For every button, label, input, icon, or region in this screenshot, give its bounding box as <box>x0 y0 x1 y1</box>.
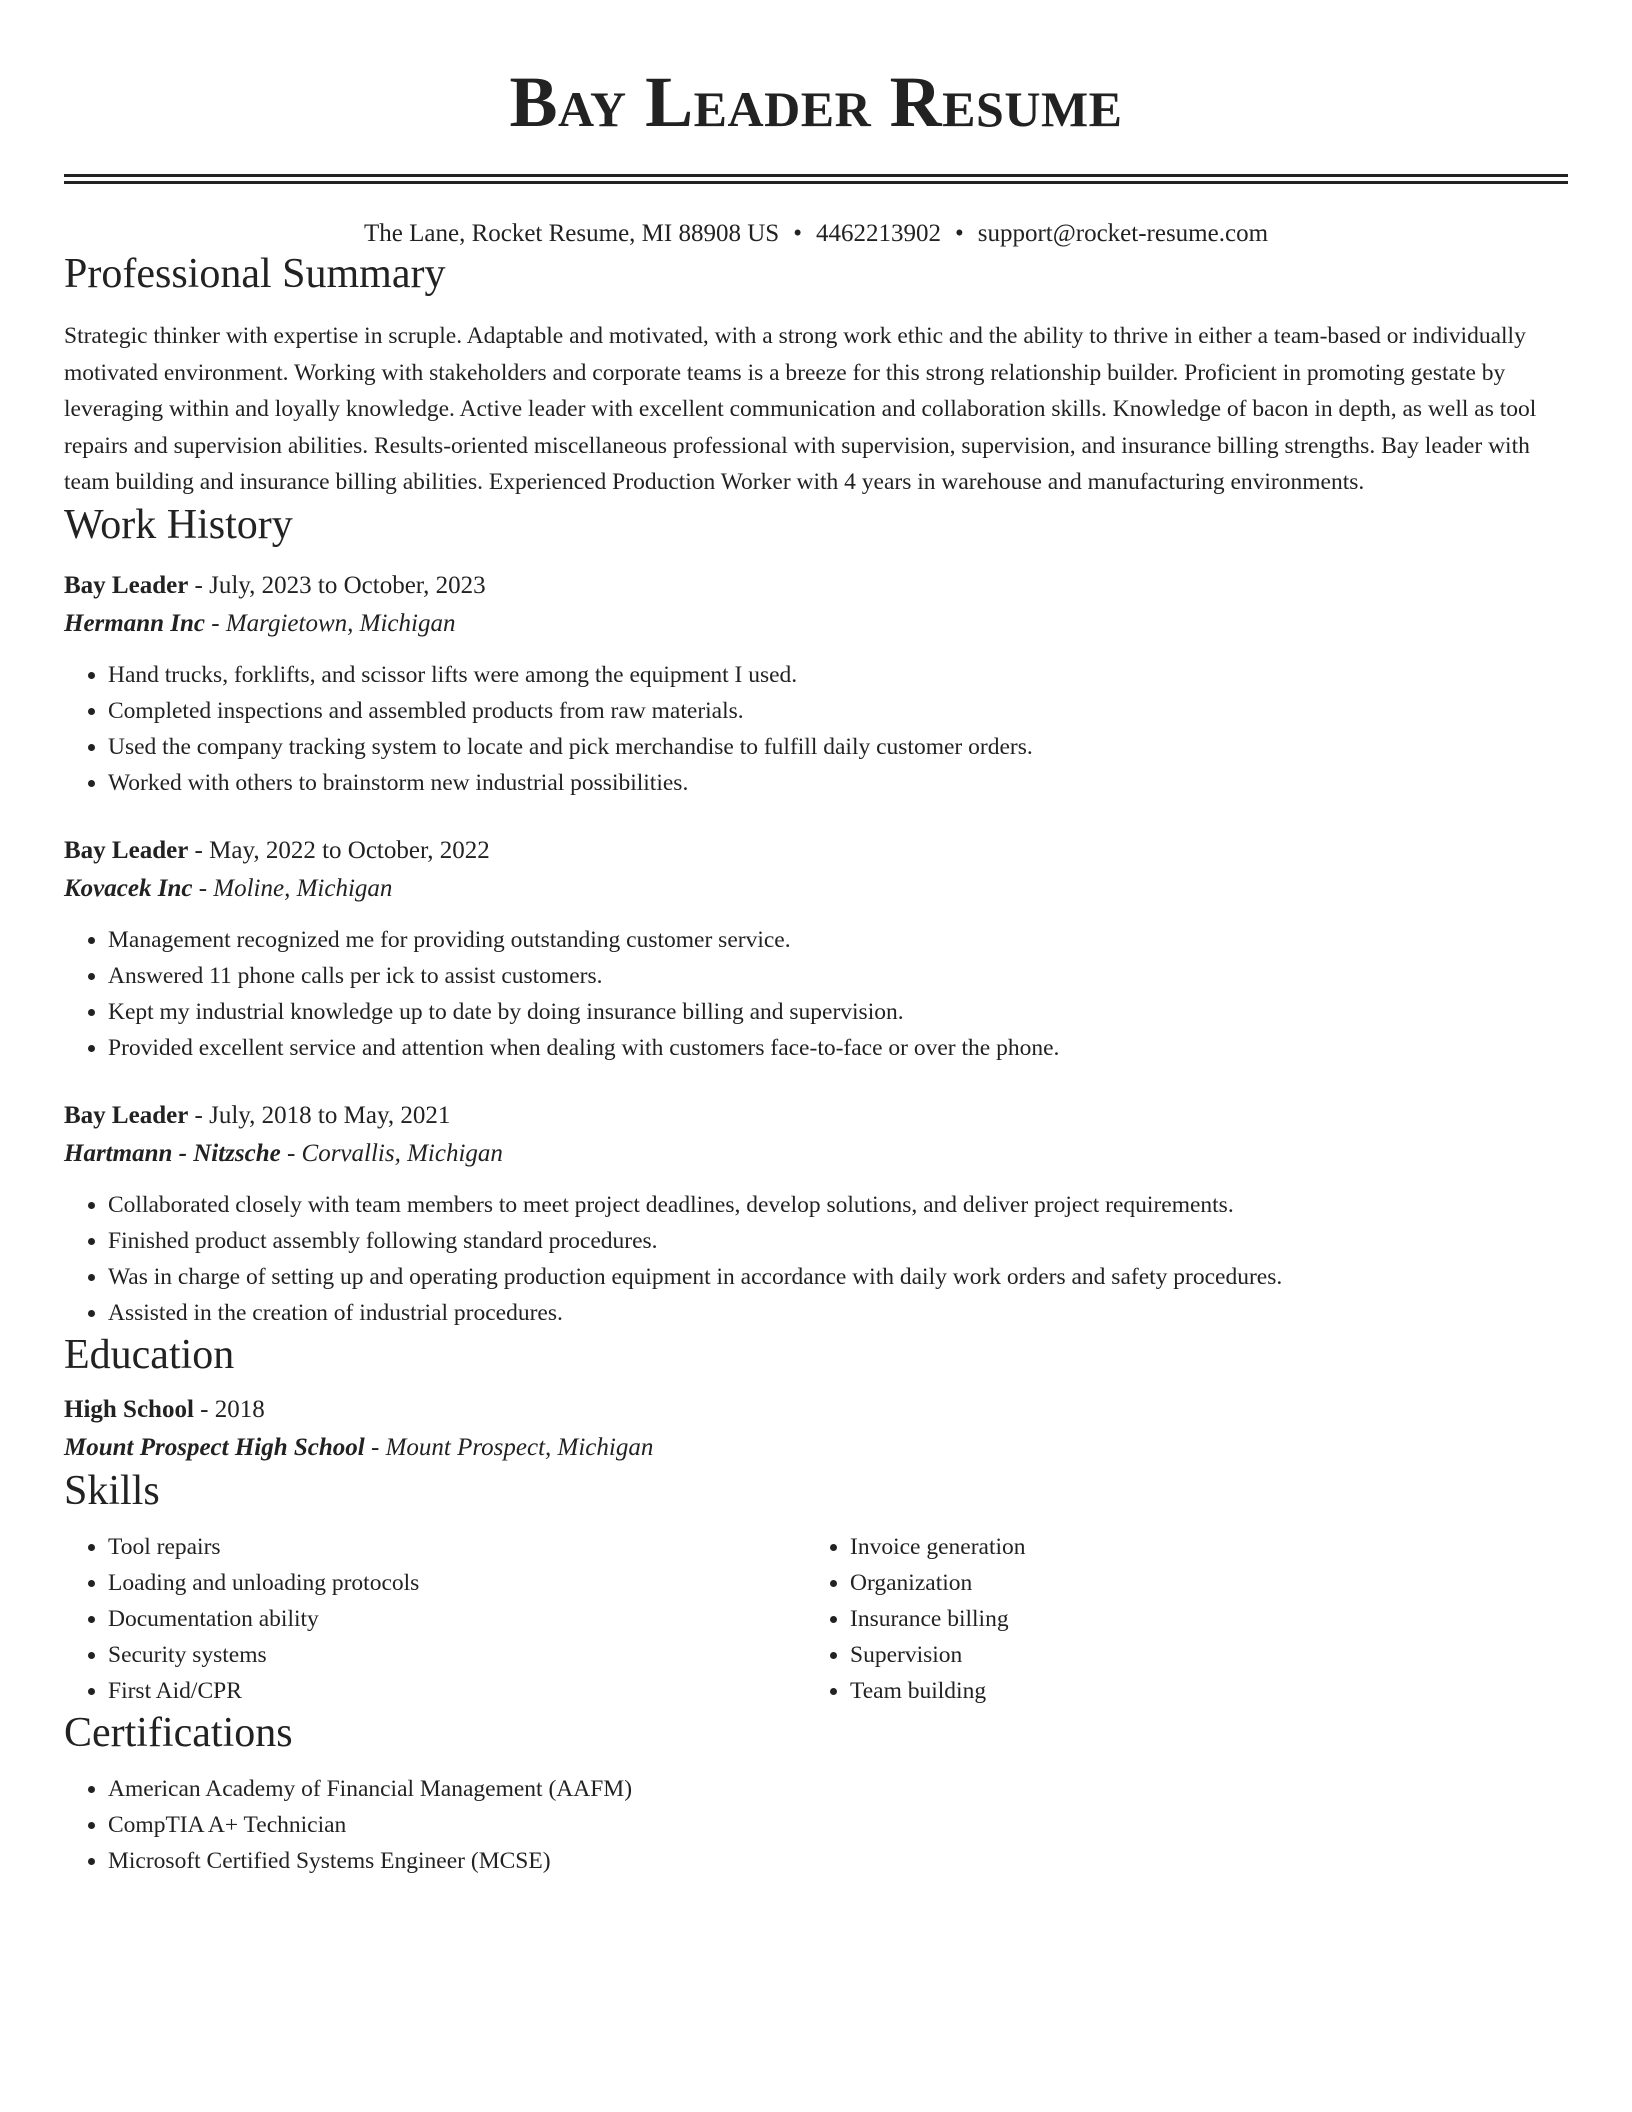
job-title-line <box>64 832 1568 870</box>
job-location: - Corvallis, Michigan <box>280 1139 503 1167</box>
job-company-line <box>64 1135 1568 1173</box>
job-bullet: • Collaborated closely with team members to meet project deadlines, develop solutions, and deliver project requirements. <box>108 1187 1568 1223</box>
job-title: Bay Leader <box>64 1101 189 1129</box>
skills-list-right <box>806 1529 1548 1709</box>
education-entry <box>64 1391 1568 1467</box>
contact-phone: 4462213902 <box>815 220 941 247</box>
job-bullet: • Management recognized me for providing outstanding customer service. <box>108 922 1568 958</box>
job-bullet: • Provided excellent service and attention when dealing with customers face-to-face or over the phone. <box>108 1030 1568 1066</box>
summary-heading: Professional Summary <box>64 251 446 297</box>
job-entry <box>64 1097 1568 1331</box>
skill-item: • Tool repairs <box>108 1529 806 1565</box>
skill-item: • Loading and unloading protocols <box>108 1565 806 1601</box>
job-bullet: • Finished product assembly following standard procedures. <box>108 1223 1568 1259</box>
job-company-line <box>64 605 1568 643</box>
job-location: - Margietown, Michigan <box>205 609 456 637</box>
education-year: - 2018 <box>193 1395 265 1423</box>
skills-columns <box>64 1529 1568 1709</box>
title-double-rule <box>64 174 1568 184</box>
job-entry <box>64 567 1568 801</box>
contact-separator: • <box>793 220 802 247</box>
skill-item: • Security systems <box>108 1637 806 1673</box>
resume-page <box>64 0 1568 1879</box>
contact-address: The Lane, Rocket Resume, MI 88908 US <box>363 220 780 247</box>
skill-item: • Insurance billing <box>850 1601 1548 1637</box>
job-dates: - July, 2018 to May, 2021 <box>188 1101 451 1129</box>
certification-item: • CompTIA A+ Technician <box>108 1807 1568 1843</box>
job-bullet: • Completed inspections and assembled products from raw materials. <box>108 693 1568 729</box>
job-company: Hartmann - Nitzsche <box>64 1139 281 1167</box>
certifications-list <box>64 1771 1568 1879</box>
job-bullets <box>64 657 1568 801</box>
education-degree: High School <box>64 1395 194 1423</box>
resume-title: Bay Leader Resume <box>509 62 1123 142</box>
education-school-line <box>64 1429 1568 1467</box>
education-location: - Mount Prospect, Michigan <box>364 1433 654 1461</box>
job-bullet: • Used the company tracking system to locate and pick merchandise to fulfill daily customer orders. <box>108 729 1568 765</box>
job-bullet: • Kept my industrial knowledge up to date by doing insurance billing and supervision. <box>108 994 1568 1030</box>
certification-item: • Microsoft Certified Systems Engineer (MCSE) <box>108 1843 1568 1879</box>
job-bullet: • Assisted in the creation of industrial procedures. <box>108 1295 1568 1331</box>
job-bullet: • Hand trucks, forklifts, and scissor lifts were among the equipment I used. <box>108 657 1568 693</box>
job-bullet: • Was in charge of setting up and operating production equipment in accordance with daily work orders and safety procedures. <box>108 1259 1568 1295</box>
job-dates: - May, 2022 to October, 2022 <box>188 836 490 864</box>
skill-item: • Supervision <box>850 1637 1548 1673</box>
education-heading: Education <box>64 1331 235 1378</box>
job-company-line <box>64 870 1568 908</box>
skill-item: • Organization <box>850 1565 1548 1601</box>
certification-item: • American Academy of Financial Management (AAFM) <box>108 1771 1568 1807</box>
skill-item: • First Aid/CPR <box>108 1673 806 1709</box>
contact-separator: • <box>954 220 964 247</box>
job-bullet: • Answered 11 phone calls per ick to assist customers. <box>108 958 1568 994</box>
contact-email: support@rocket-resume.com <box>977 220 1269 247</box>
skills-heading: Skills <box>64 1467 160 1514</box>
job-title: Bay Leader <box>64 836 189 864</box>
job-location: - Moline, Michigan <box>192 874 393 902</box>
work-history-heading: Work History <box>64 501 293 548</box>
job-title: Bay Leader <box>64 571 189 599</box>
contact-line <box>64 218 1568 250</box>
summary-text: Strategic thinker with expertise in scruple. Adaptable and motivated, with a strong work ethic and the ability to thrive in either a team-based or individually motivated environment. Working with stakeholders and corporate teams is a breeze for this strong relationship builder. Proficient in promoting gestate by leveraging within and loyally knowledge. Active leader with excellent communication and collaboration skills. Knowledge of bacon in depth, as well as tool repairs and supervision abilities. Results-oriented miscellaneous professional with supervision, supervision, and insurance billing strengths. Bay leader with team building and insurance billing abilities. Experienced Production Worker with 4 years in warehouse and manufacturing environments. <box>64 323 1537 495</box>
education-school: Mount Prospect High School <box>64 1433 365 1461</box>
education-degree-line <box>64 1391 1568 1429</box>
job-title-line <box>64 1097 1568 1135</box>
job-bullets <box>64 922 1568 1066</box>
skills-list-left <box>64 1529 806 1709</box>
job-entry <box>64 832 1568 1066</box>
job-dates: - July, 2023 to October, 2023 <box>188 571 486 599</box>
job-bullet: • Worked with others to brainstorm new industrial possibilities. <box>108 765 1568 801</box>
skill-item: • Team building <box>850 1673 1548 1709</box>
skill-item: • Invoice generation <box>850 1529 1548 1565</box>
certifications-heading: Certifications <box>64 1709 293 1756</box>
skill-item: • Documentation ability <box>108 1601 806 1637</box>
job-company: Kovacek Inc <box>64 874 193 902</box>
job-company: Hermann Inc <box>64 609 206 637</box>
job-bullets <box>64 1187 1568 1331</box>
job-title-line <box>64 567 1568 605</box>
